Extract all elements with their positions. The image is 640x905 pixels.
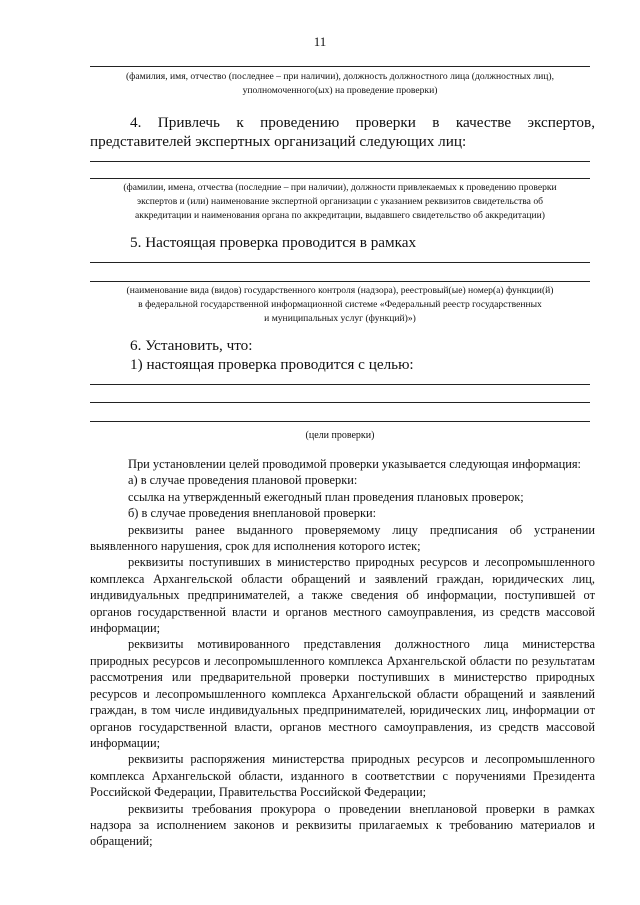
paragraph: реквизиты поступивших в министерство природных ресурсов и лесопромышленного комплекса Архангельской области обращений и заявлений граждан, юридических лиц, индивидуальных предпринимателей, а также сведения об информации, поступившей от органов государственной власти и органов местного самоуправления, из средств массовой информации;	[90, 555, 595, 636]
section-4-heading-cont: представителей экспертных организаций следующих лиц:	[90, 133, 467, 150]
paragraph: а) в случае проведения плановой проверки:	[128, 473, 358, 488]
fill-line	[90, 178, 590, 179]
paragraph: При установлении целей проводимой проверки указывается следующая информация:	[128, 457, 581, 471]
fill-line	[90, 281, 590, 282]
paragraph: реквизиты требования прокурора о проведении внеплановой проверки в рамках надзора за исполнением законов и реквизиты прилагаемых к требованию материалов и обращений;	[90, 801, 595, 849]
fill-line	[90, 161, 590, 162]
page-number: 11	[313, 34, 327, 49]
section-4-heading: 4. Привлечь к проведению проверки в качестве экспертов,	[130, 114, 595, 131]
paragraph: реквизиты ранее выданного проверяемому лицу предписания об устранении выявленного нарушения, срок для исполнения которого истек;	[90, 522, 595, 554]
fill-line	[90, 402, 590, 403]
paragraph: б) в случае проведения внеплановой проверки:	[128, 506, 377, 521]
fill-line	[90, 384, 590, 385]
instructions-block	[90, 456, 595, 850]
paragraph: реквизиты мотивированного представления должностного лица министерства природных ресурсов и лесопромышленного комплекса Архангельской области по результатам рассмотрения или предварительной проверки поступивших в министерство природных ресурсов и лесопромышленного комплекса Архангельской области обращений и заявлений граждан, в том числе индивидуальных предпринимателей, юридических лиц, информации от органов государственной власти, органов местного самоуправления, из средств массовой информации;	[90, 637, 595, 750]
section-5-heading: 5. Настоящая проверка проводится в рамках	[130, 234, 417, 251]
experts-caption: (фамилии, имена, отчества (последние – при наличии), должности привлекаемых к проведению проверки экспертов и (или) наименование экспертной организации с указанием реквизитов свидетельства об аккредитации и наименования органа по аккредитации, выдавшего свидетельство об аккредитации)	[123, 182, 557, 221]
section-6-item-1: 1) настоящая проверка проводится с целью:	[130, 356, 414, 373]
purpose-caption: (цели проверки)	[305, 430, 375, 441]
fill-line	[90, 262, 590, 263]
fill-line	[90, 66, 590, 67]
paragraph: ссылка на утвержденный ежегодный план проведения плановых проверок;	[128, 489, 524, 504]
section-6-heading: 6. Установить, что:	[130, 337, 253, 354]
official-caption: (фамилия, имя, отчество (последнее – при наличии), должность должностного лица (должностных лиц), уполномоченного(ых) на проведение проверки)	[125, 71, 555, 96]
fill-line	[90, 421, 590, 422]
paragraph: реквизиты распоряжения министерства природных ресурсов и лесопромышленного комплекса Архангельской области, изданного в соответствии с поручениями Президента Российской Федерации, Правительства Российской Федерации;	[90, 752, 595, 800]
control-type-caption: (наименование вида (видов) государственного контроля (надзора), реестровый(ые) номер(а) функции(й) в федеральной государственной информационной системе «Федеральный реестр государственных и муниципальных услуг (функций)»)	[126, 285, 554, 324]
